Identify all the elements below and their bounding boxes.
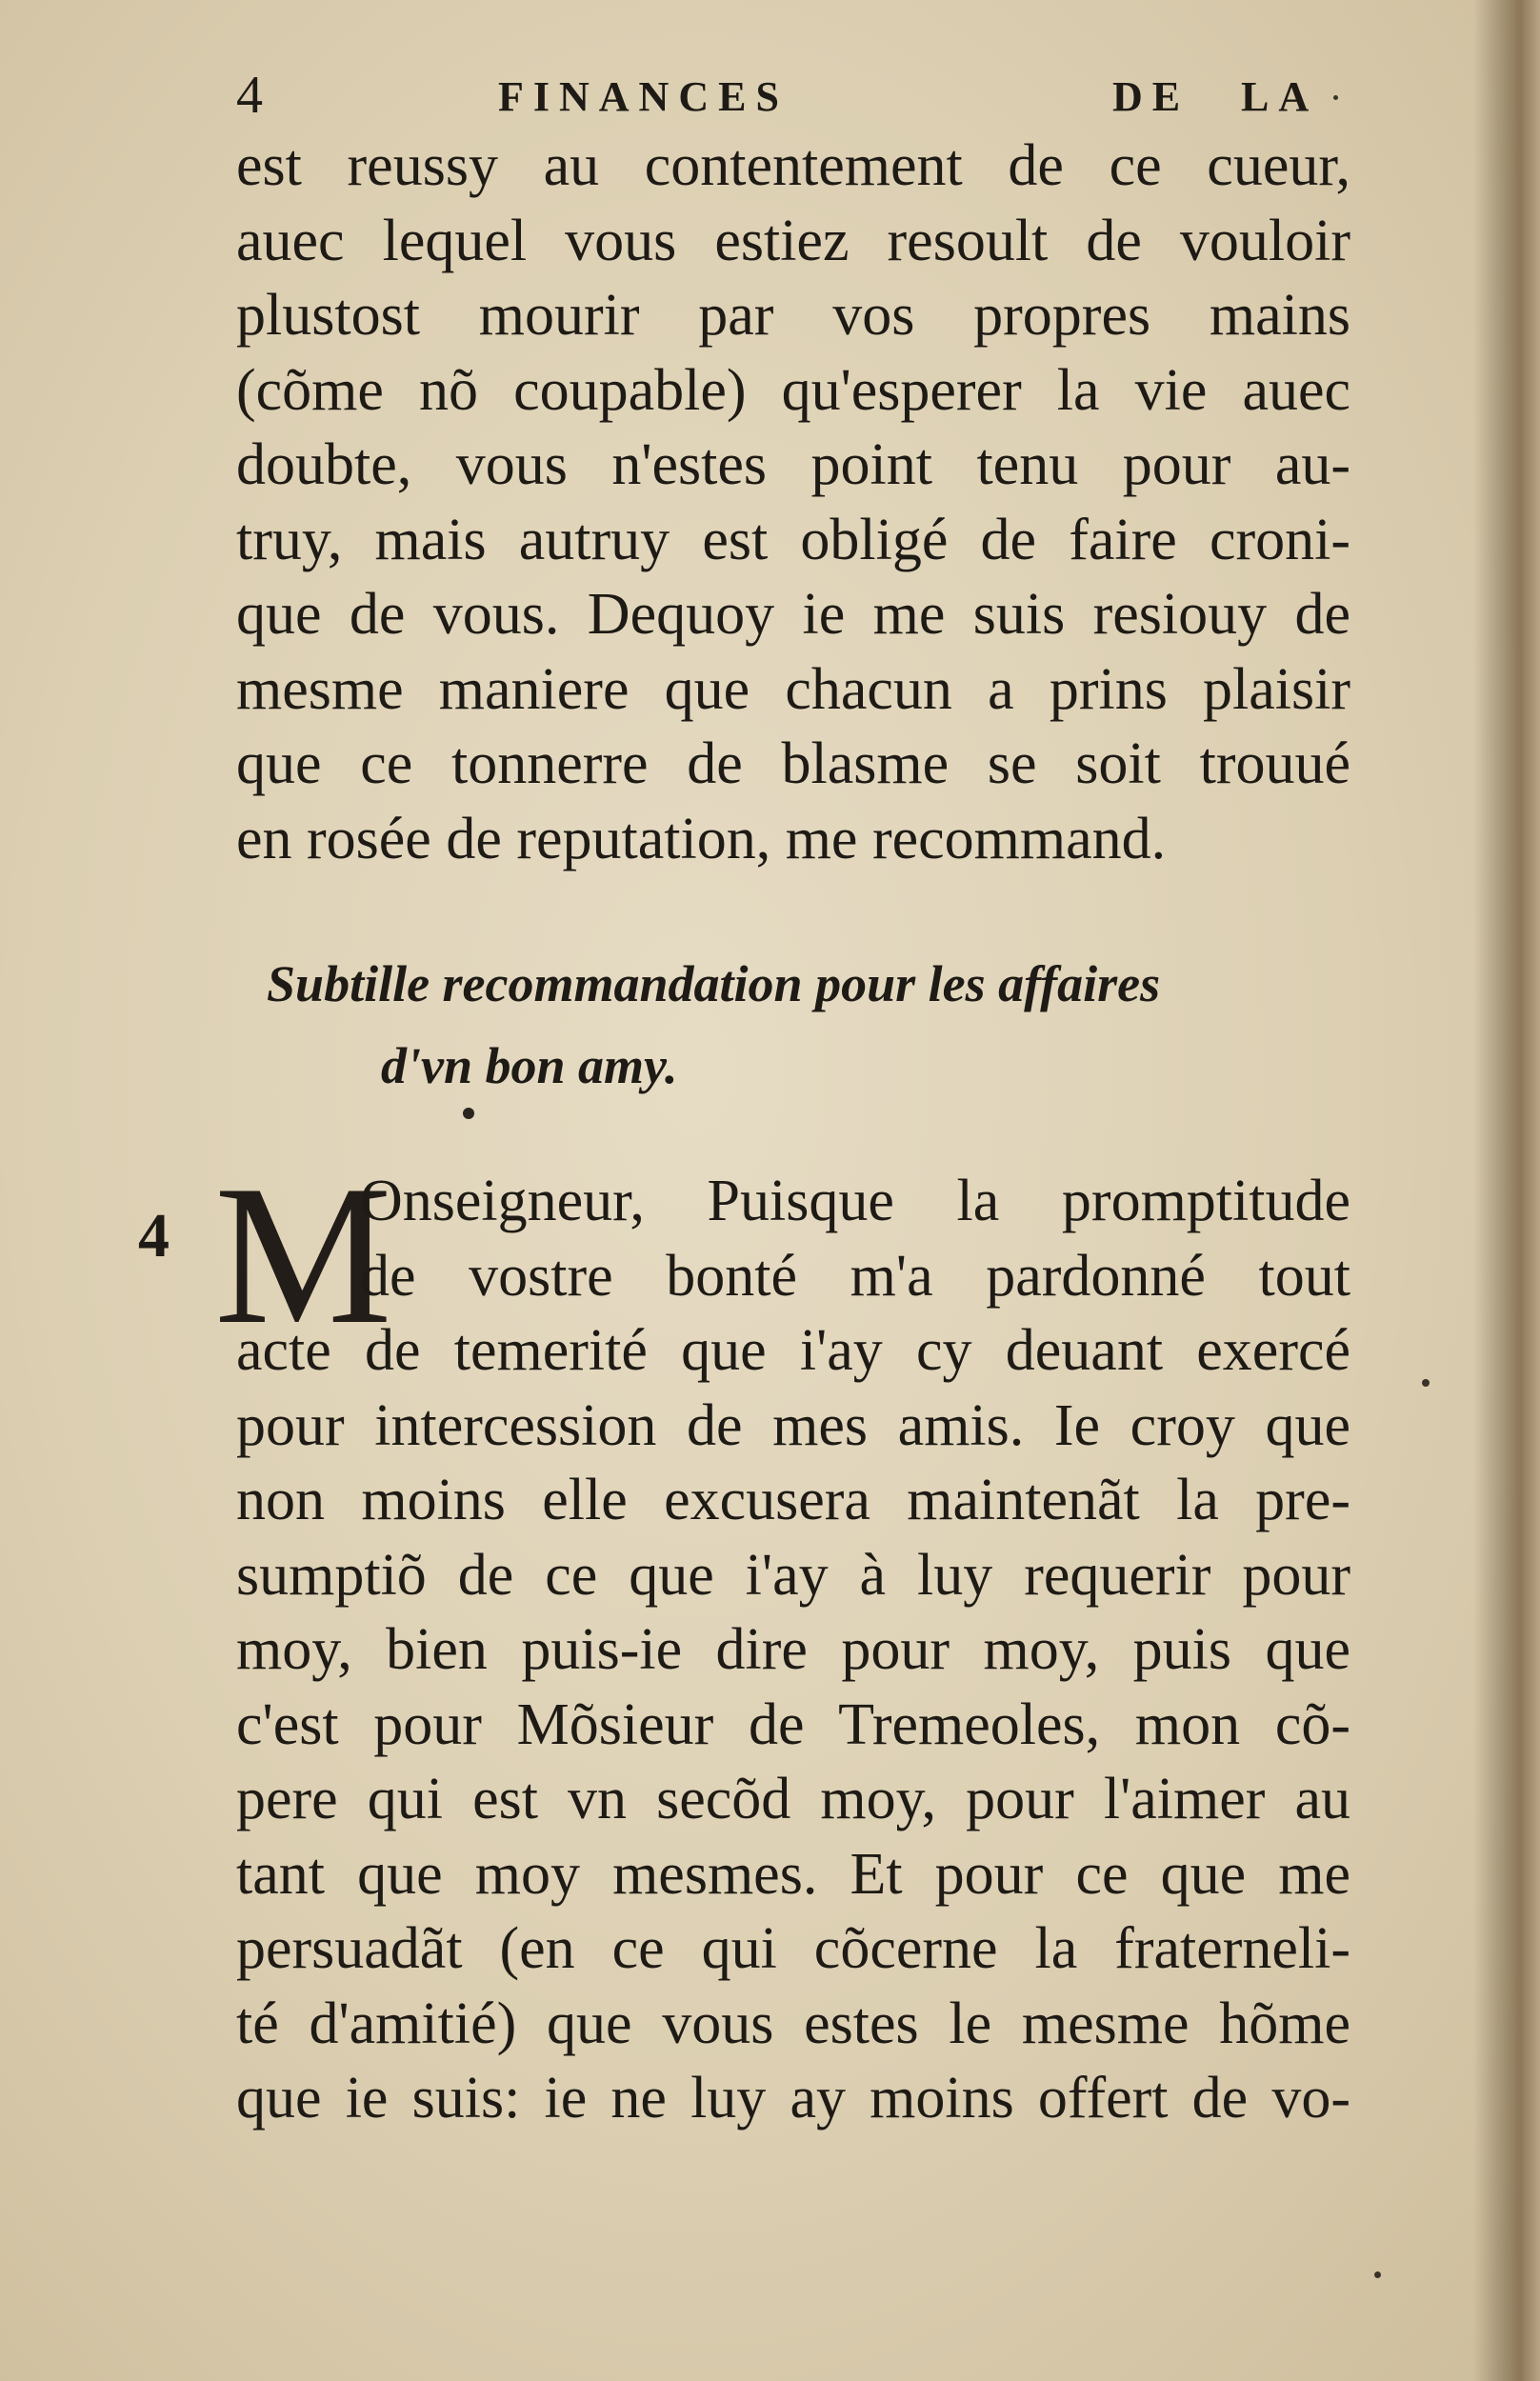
- ink-speck: [1422, 1379, 1430, 1387]
- letter-paragraph: [236, 1164, 1350, 2136]
- fleuron-ornament: [463, 1108, 474, 1119]
- text-line: pere qui est vn secõd moy, pour l'aimer au: [236, 1767, 1350, 1831]
- page-number: 4: [236, 66, 263, 125]
- text-line: té d'amitié) que vous estes le mesme hõme: [236, 1991, 1350, 2056]
- text-line: auec lequel vous estiez resoult de vouloir: [236, 208, 1350, 273]
- running-title-word: DE: [1112, 73, 1190, 120]
- running-header: [236, 65, 1379, 125]
- ink-speck: [1374, 2271, 1381, 2278]
- text-line: non moins elle excusera maintenãt la pre-: [236, 1468, 1350, 1532]
- drop-cap: M: [214, 1145, 392, 1366]
- page-gutter: [1473, 0, 1540, 2381]
- running-title-word: LA: [1241, 73, 1319, 120]
- text-line: que ce tonnerre de blasme se soit trouué: [236, 731, 1350, 796]
- text-line: truy, mais autruy est obligé de faire croni-: [236, 507, 1350, 572]
- text-line: tant que moy mesmes. Et pour ce que me: [236, 1841, 1350, 1907]
- text-line: doubte, vous n'estes point tenu pour au-: [236, 432, 1350, 497]
- running-title-word: FINANCES: [498, 73, 789, 120]
- text-line: c'est pour Mõsieur de Tremeoles, mon cõ-: [236, 1691, 1350, 1757]
- text-line: est reussy au contentement de ce cueur,: [236, 133, 1350, 198]
- text-line: acte de temerité que i'ay cy deuant exercé: [236, 1318, 1350, 1383]
- section-heading: [267, 943, 1333, 1107]
- text-line: (cõme nõ coupable) qu'esperer la vie auec: [236, 357, 1350, 423]
- text-line: que de vous. Dequoy ie me suis resiouy de: [236, 582, 1350, 647]
- text-line: sumptiõ de ce que i'ay à luy requerir pour: [236, 1542, 1350, 1608]
- text-line: pour intercession de mes amis. Ie croy que: [236, 1392, 1350, 1458]
- text-line: moy, bien puis-ie dire pour moy, puis que: [236, 1617, 1350, 1682]
- text-line: mesme maniere que chacun a prins plaisir: [236, 656, 1350, 722]
- marginal-number: 4: [138, 1201, 170, 1271]
- heading-line: d'vn bon amy.: [381, 1037, 678, 1094]
- text-line: persuadãt (en ce qui cõcerne la fraterneli-: [236, 1916, 1350, 1981]
- text-line: de vostre bonté m'a pardonné tout: [360, 1243, 1350, 1309]
- continued-paragraph: [236, 129, 1350, 876]
- text-line: Onseigneur, Puisque la promptitude: [360, 1169, 1350, 1233]
- heading-line: Subtille recommandation pour les affaires: [267, 955, 1161, 1012]
- text-line: plustost mourir par vos propres mains: [236, 283, 1350, 348]
- text-line: que ie suis: ie ne luy ay moins offert de vo-: [236, 2066, 1350, 2131]
- text-line: en rosée de reputation, me recommand.: [236, 806, 1167, 871]
- ink-speck: [1333, 95, 1338, 100]
